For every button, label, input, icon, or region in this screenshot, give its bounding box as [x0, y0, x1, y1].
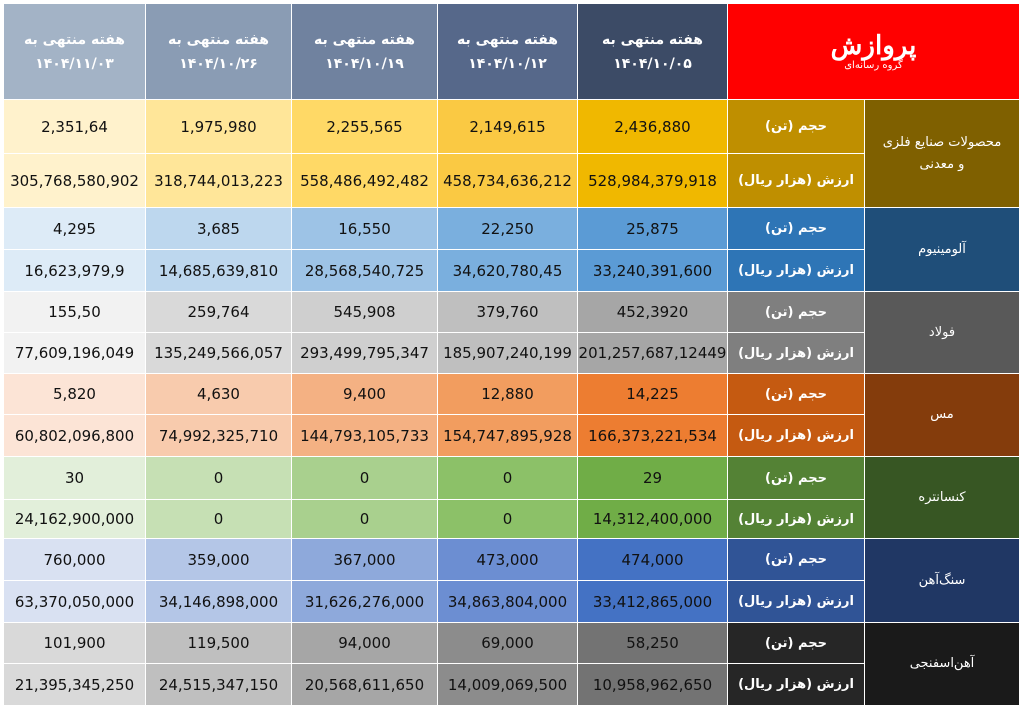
sponge-iron-category: آهن‌اسفنجی — [865, 623, 1020, 706]
logo-cell — [728, 4, 1020, 100]
steel-value-label: ارزش (هزار ریال) — [728, 333, 865, 374]
table-row — [4, 374, 1020, 415]
steel-value-cell: 135,249,566,057 — [146, 333, 292, 374]
concentrate-volume-cell: 0 — [438, 457, 578, 500]
copper-volume-cell: 5,820 — [4, 374, 146, 415]
header-week-2 — [146, 4, 292, 100]
sponge-iron-volume-cell: 58,250 — [578, 623, 728, 664]
steel-volume-cell: 545,908 — [292, 292, 438, 333]
sponge-iron-value-cell: 21,395,345,250 — [4, 664, 146, 706]
table-row — [4, 623, 1020, 664]
sponge-iron-value-cell: 10,958,962,650 — [578, 664, 728, 706]
aluminium-value-cell: 16,623,979,9 — [4, 250, 146, 292]
sponge-iron-value-cell: 24,515,347,150 — [146, 664, 292, 706]
iron-ore-category: سنگ‌آهن — [865, 539, 1020, 623]
iron-ore-value-label: ارزش (هزار ریال) — [728, 581, 865, 623]
copper-volume-cell: 14,225 — [578, 374, 728, 415]
sponge-iron-volume-cell: 101,900 — [4, 623, 146, 664]
steel-volume-cell: 155,50 — [4, 292, 146, 333]
sponge-iron-volume-cell: 94,000 — [292, 623, 438, 664]
table-row — [4, 539, 1020, 581]
metal-mineral-products-volume-cell: 2,149,615 — [438, 100, 578, 154]
table-row — [4, 292, 1020, 333]
metal-mineral-products-value-cell: 305,768,580,902 — [4, 154, 146, 208]
header-week-2-date: ۱۴۰۴/۱۰/۲۶ — [179, 55, 258, 72]
concentrate-value-cell: 0 — [438, 500, 578, 539]
concentrate-value-cell: 14,312,400,000 — [578, 500, 728, 539]
table-body — [4, 4, 1020, 706]
iron-ore-volume-cell: 367,000 — [292, 539, 438, 581]
table-row — [4, 457, 1020, 500]
concentrate-volume-cell: 0 — [292, 457, 438, 500]
aluminium-value-cell: 33,240,391,600 — [578, 250, 728, 292]
concentrate-value-label: ارزش (هزار ریال) — [728, 500, 865, 539]
iron-ore-volume-cell: 473,000 — [438, 539, 578, 581]
concentrate-value-cell: 0 — [146, 500, 292, 539]
header-row — [4, 4, 1020, 100]
metal-mineral-products-value-cell: 458,734,636,212 — [438, 154, 578, 208]
aluminium-value-cell: 28,568,540,725 — [292, 250, 438, 292]
copper-value-cell: 166,373,221,534 — [578, 415, 728, 457]
aluminium-volume-label: حجم (تن) — [728, 208, 865, 250]
iron-ore-volume-cell: 760,000 — [4, 539, 146, 581]
header-week-3-label: هفته منتهی به — [314, 31, 415, 48]
copper-category: مس — [865, 374, 1020, 457]
aluminium-category: آلومینیوم — [865, 208, 1020, 292]
sponge-iron-value-cell: 14,009,069,500 — [438, 664, 578, 706]
aluminium-volume-cell: 3,685 — [146, 208, 292, 250]
copper-value-cell: 60,802,096,800 — [4, 415, 146, 457]
table-row — [4, 100, 1020, 154]
sponge-iron-value-cell: 20,568,611,650 — [292, 664, 438, 706]
header-week-3-date: ۱۴۰۴/۱۰/۱۹ — [325, 55, 404, 72]
iron-ore-volume-cell: 474,000 — [578, 539, 728, 581]
header-week-4-label: هفته منتهی به — [457, 31, 558, 48]
header-week-5 — [578, 4, 728, 100]
concentrate-value-cell: 0 — [292, 500, 438, 539]
metal-mineral-products-category: محصولات صنایع فلزی و معدنی — [865, 100, 1020, 208]
copper-volume-cell: 12,880 — [438, 374, 578, 415]
metal-mineral-products-value-cell: 318,744,013,223 — [146, 154, 292, 208]
steel-value-cell: 77,609,196,049 — [4, 333, 146, 374]
iron-ore-value-cell: 31,626,276,000 — [292, 581, 438, 623]
iron-ore-volume-label: حجم (تن) — [728, 539, 865, 581]
concentrate-volume-cell: 0 — [146, 457, 292, 500]
iron-ore-value-cell: 34,863,804,000 — [438, 581, 578, 623]
sponge-iron-volume-cell: 69,000 — [438, 623, 578, 664]
metal-mineral-products-volume-label: حجم (تن) — [728, 100, 865, 154]
iron-ore-value-cell: 34,146,898,000 — [146, 581, 292, 623]
copper-value-cell: 74,992,325,710 — [146, 415, 292, 457]
header-week-1-label: هفته منتهی به — [24, 31, 125, 48]
metal-mineral-products-value-cell: 528,984,379,918 — [578, 154, 728, 208]
header-week-5-label: هفته منتهی به — [602, 31, 703, 48]
copper-volume-cell: 4,630 — [146, 374, 292, 415]
metal-mineral-products-volume-cell: 2,436,880 — [578, 100, 728, 154]
concentrate-value-cell: 24,162,900,000 — [4, 500, 146, 539]
aluminium-value-cell: 34,620,780,45 — [438, 250, 578, 292]
steel-value-cell: 185,907,240,199 — [438, 333, 578, 374]
table-row — [4, 208, 1020, 250]
copper-value-cell: 154,747,895,928 — [438, 415, 578, 457]
sponge-iron-volume-label: حجم (تن) — [728, 623, 865, 664]
logo-wordmark: پروازش — [830, 30, 917, 61]
header-week-1-date: ۱۴۰۴/۱۱/۰۳ — [35, 55, 114, 72]
aluminium-value-cell: 14,685,639,810 — [146, 250, 292, 292]
aluminium-volume-cell: 16,550 — [292, 208, 438, 250]
copper-volume-cell: 9,400 — [292, 374, 438, 415]
weekly-metals-table — [3, 3, 1020, 706]
aluminium-value-label: ارزش (هزار ریال) — [728, 250, 865, 292]
metal-mineral-products-volume-cell: 2,255,565 — [292, 100, 438, 154]
concentrate-volume-cell: 29 — [578, 457, 728, 500]
concentrate-volume-cell: 30 — [4, 457, 146, 500]
steel-volume-cell: 379,760 — [438, 292, 578, 333]
header-week-2-label: هفته منتهی به — [168, 31, 269, 48]
header-week-1 — [4, 4, 146, 100]
steel-category: فولاد — [865, 292, 1020, 374]
header-week-3 — [292, 4, 438, 100]
copper-volume-label: حجم (تن) — [728, 374, 865, 415]
iron-ore-value-cell: 33,412,865,000 — [578, 581, 728, 623]
iron-ore-value-cell: 63,370,050,000 — [4, 581, 146, 623]
aluminium-volume-cell: 4,295 — [4, 208, 146, 250]
logo-tagline: گروه رسانه‌ای — [844, 59, 903, 71]
header-week-5-date: ۱۴۰۴/۱۰/۰۵ — [613, 55, 692, 72]
steel-volume-cell: 259,764 — [146, 292, 292, 333]
aluminium-volume-cell: 25,875 — [578, 208, 728, 250]
header-week-4-date: ۱۴۰۴/۱۰/۱۲ — [468, 55, 547, 72]
metal-mineral-products-value-cell: 558,486,492,482 — [292, 154, 438, 208]
sponge-iron-value-label: ارزش (هزار ریال) — [728, 664, 865, 706]
steel-volume-label: حجم (تن) — [728, 292, 865, 333]
metal-mineral-products-value-label: ارزش (هزار ریال) — [728, 154, 865, 208]
copper-value-cell: 144,793,105,733 — [292, 415, 438, 457]
header-week-4 — [438, 4, 578, 100]
sponge-iron-volume-cell: 119,500 — [146, 623, 292, 664]
aluminium-volume-cell: 22,250 — [438, 208, 578, 250]
steel-value-cell: 293,499,795,347 — [292, 333, 438, 374]
concentrate-category: کنسانتره — [865, 457, 1020, 539]
steel-value-cell: 201,257,687,12449 — [578, 333, 728, 374]
iron-ore-volume-cell: 359,000 — [146, 539, 292, 581]
copper-value-label: ارزش (هزار ریال) — [728, 415, 865, 457]
steel-volume-cell: 452,3920 — [578, 292, 728, 333]
metal-mineral-products-volume-cell: 1,975,980 — [146, 100, 292, 154]
concentrate-volume-label: حجم (تن) — [728, 457, 865, 500]
metal-mineral-products-volume-cell: 2,351,64 — [4, 100, 146, 154]
